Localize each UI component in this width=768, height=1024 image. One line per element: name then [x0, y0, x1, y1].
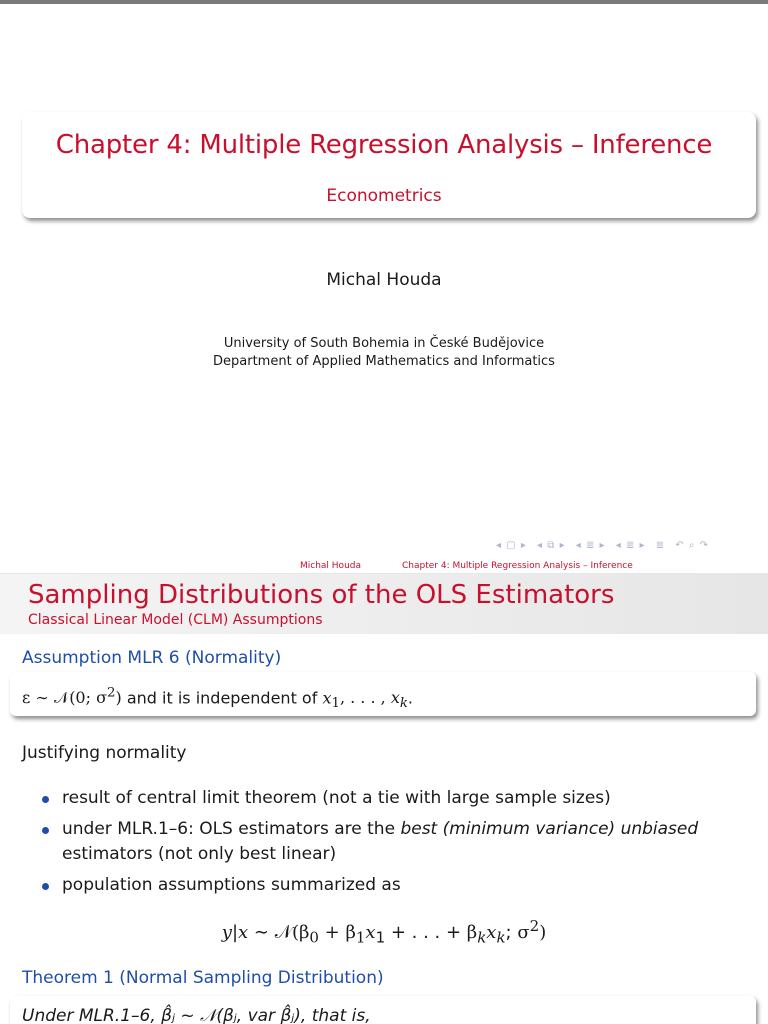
list-item: [40, 873, 760, 898]
nav-align-icon[interactable]: ≣: [655, 540, 666, 551]
assumption-block-title: Assumption MLR 6 (Normality): [22, 648, 282, 668]
slide-subtitle: Econometrics: [326, 186, 442, 206]
nav-document-icon[interactable]: ◂ ≣ ▸: [615, 540, 646, 551]
slide-title: Chapter 4: Multiple Regression Analysis – Inference: [55, 130, 713, 160]
theorem-title: Theorem 1 (Normal Sampling Distribution): [22, 968, 384, 988]
bullet-1-text: result of central limit theorem (not a tie with large sample sizes): [62, 788, 611, 808]
nav-subsection-icon[interactable]: ◂ ⧉ ▸: [537, 540, 566, 551]
list-item: [40, 817, 760, 867]
frame-subtitle: Classical Linear Model (CLM) Assumptions: [28, 612, 323, 628]
assumption-text: ε ∼ 𝒩(0; $\sigma^2$) and it is independent of $x_1$, . . . , $x_k$.: [22, 686, 414, 712]
institution-line-1: University of South Bohemia in České Budějovice: [223, 336, 545, 351]
bullet-2-suffix: estimators (not only best linear): [62, 844, 337, 864]
footer-title: Chapter 4: Multiple Regression Analysis – Inference: [402, 561, 633, 571]
bullet-2-emphasis: best (minimum variance) unbiased: [400, 819, 699, 839]
nav-section-icon[interactable]: ◂ ≣ ▸: [575, 540, 606, 551]
institution-line-2: Department of Applied Mathematics and Informatics: [213, 354, 555, 369]
assumption-text-middle: and it is independent of: [121, 688, 323, 708]
author-name: Michal Houda: [326, 270, 442, 290]
footer-author: Michal Houda: [300, 561, 362, 571]
top-rule: [0, 0, 768, 4]
population-equation: y|x ∼ $𝒩(\beta_0 + \beta_1x_1$ + . . . + $\beta_kx_k$; $\sigma^2$): [221, 917, 547, 947]
nav-frame-icon[interactable]: ◂ ▢ ▸: [496, 540, 527, 551]
justify-heading: Justifying normality: [22, 743, 187, 763]
beamer-navigation: [496, 540, 766, 554]
bullet-list: [40, 786, 760, 904]
list-item: [40, 786, 760, 811]
nav-search-icon[interactable]: ↶ ⌕ ↷: [675, 540, 710, 551]
bullet-2-prefix: under MLR.1–6: OLS estimators are the: [62, 819, 401, 839]
slide-footer: [0, 558, 768, 574]
theorem-text: Under MLR.1–6, β̂ⱼ ~ 𝒩(βⱼ, var β̂ⱼ), that is,: [22, 1006, 371, 1024]
frame-title: Sampling Distributions of the OLS Estimators: [28, 580, 615, 610]
institution: [0, 335, 768, 371]
bullet-3-text: population assumptions summarized as: [62, 875, 401, 895]
